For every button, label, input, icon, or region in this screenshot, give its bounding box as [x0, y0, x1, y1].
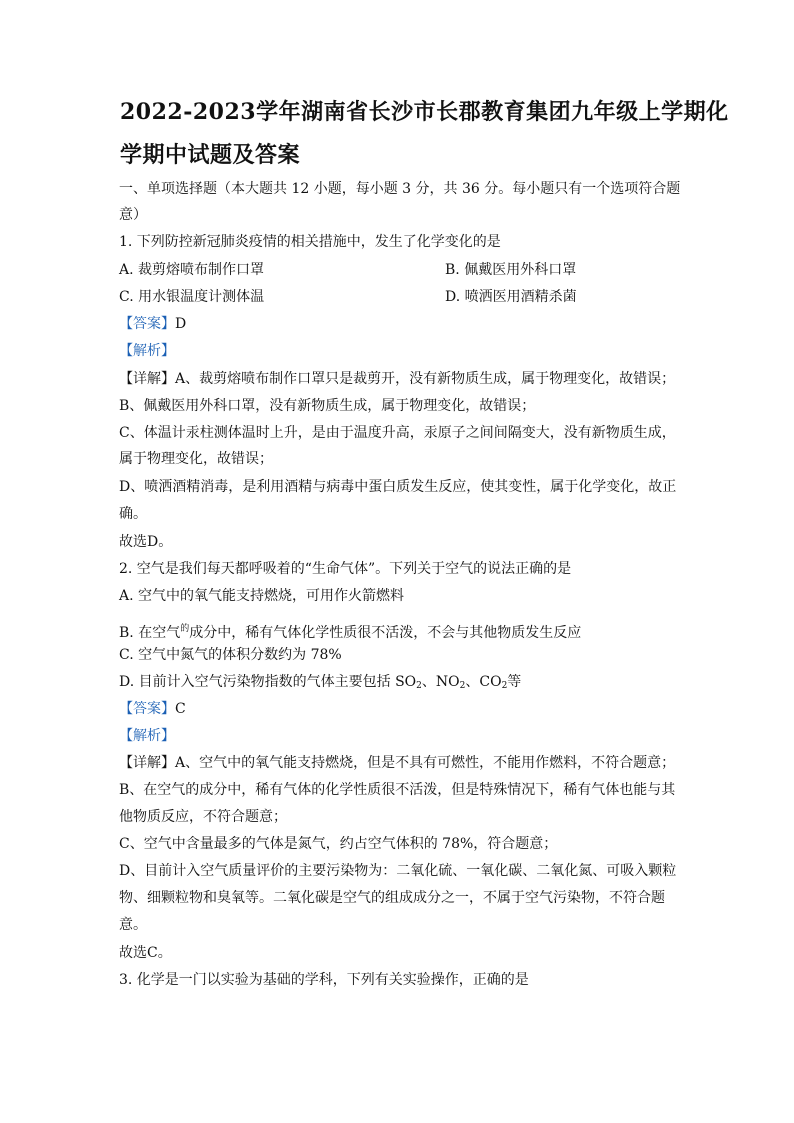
question-1-detail-line-1 [119, 369, 675, 389]
detail-text: A、空气中的氧气能支持燃烧，但是不具有可燃性，不能用作燃料，不符合题意； [175, 755, 676, 771]
detail-tag: 【详解】 [119, 371, 175, 387]
question-1-detail-line-5: D、喷洒酒精消毒，是利用酒精与病毒中蛋白质发生反应，使其变性，属于化学变化，故正 [119, 479, 677, 495]
subscript: 2 [459, 681, 466, 691]
option-d-text-end: 等 [507, 674, 522, 690]
subscript: 2 [501, 681, 508, 691]
question-2-detail-line-1 [119, 753, 675, 773]
detail-tag: 【详解】 [119, 755, 175, 771]
analysis-tag: 【解析】 [119, 728, 175, 744]
answer-value: D [175, 316, 187, 332]
analysis-tag: 【解析】 [119, 343, 175, 359]
question-1-conclusion: 故选D。 [119, 534, 173, 550]
section-heading-line-1: 一、单项选择题（本大题共 12 小题，每小题 3 分，共 36 分。每小题只有一个选项符合题 [119, 181, 681, 197]
question-1-option-c: C. 用水银温度计测体温 [119, 289, 265, 305]
question-1-option-d: D. 喷洒医用酒精杀菌 [445, 289, 577, 305]
question-1-option-b: B. 佩戴医用外科口罩 [445, 262, 577, 278]
document-title-line-1: 2022-2023学年湖南省长沙市长郡教育集团九年级上学期化 [120, 99, 729, 125]
question-1-detail-line-4: 属于物理变化，故错误； [119, 451, 273, 467]
answer-tag: 【答案】 [119, 701, 175, 717]
question-2-detail-line-7: 意。 [119, 917, 147, 933]
subscript: 2 [416, 681, 422, 691]
question-2-answer [119, 699, 186, 719]
document-title-line-2: 学期中试题及答案 [120, 142, 301, 168]
question-1-detail-line-2: B、佩戴医用外科口罩，没有新物质生成，属于物理变化，故错误； [119, 398, 536, 414]
option-b-text-start: B. 在空气 [119, 625, 181, 641]
question-2-detail-line-4: C、空气中含量最多的气体是氮气，约占空气体积的 78%，符合题意； [119, 836, 558, 852]
question-2-option-b [119, 619, 581, 643]
answer-value: C [175, 701, 186, 717]
question-2-stem: 2. 空气是我们每天都呼吸着的“生命气体”。下列关于空气的说法正确的是 [119, 561, 572, 577]
question-2-detail-line-5: D、目前计入空气质量评价的主要污染物为：二氧化硫、一氧化碳、二氧化氮、可吸入颗粒 [119, 863, 677, 879]
detail-text: A、裁剪熔喷布制作口罩只是裁剪开，没有新物质生成，属于物理变化，故错误； [175, 371, 676, 387]
answer-tag: 【答案】 [119, 316, 175, 332]
question-2-conclusion: 故选C。 [119, 945, 172, 961]
question-1-option-a: A. 裁剪熔喷布制作口罩 [119, 262, 265, 278]
option-d-text-start: D. 目前计入空气污染物指数的气体主要包括 SO [119, 674, 417, 690]
option-d-text-mid-1: 、NO [421, 674, 460, 690]
question-2-option-c: C. 空气中氮气的体积分数约为 78% [119, 647, 342, 663]
question-1-detail-line-3: C、体温计汞柱测体温时上升，是由于温度升高，汞原子之间间隔变大，没有新物质生成， [119, 425, 676, 441]
question-2-detail-line-2: B、在空气的成分中，稀有气体的化学性质很不活泼，但是特殊情况下，稀有气体也能与其 [119, 782, 676, 798]
question-2-option-d [119, 672, 521, 696]
question-2-analysis-tag [119, 726, 175, 746]
question-2-detail-line-6: 物、细颗粒物和臭氧等。二氧化碳是空气的组成成分之一，不属于空气污染物，不符合题 [119, 890, 665, 906]
question-1-stem: 1. 下列防控新冠肺炎疫情的相关措施中，发生了化学变化的是 [119, 234, 501, 250]
question-1-answer [119, 314, 186, 334]
option-b-text-end: 成分中，稀有气体化学性质很不活泼，不会与其他物质发生反应 [189, 625, 582, 641]
option-b-raised-char: 的 [180, 624, 190, 634]
question-1-detail-line-6: 确。 [119, 506, 147, 522]
option-d-text-mid-2: 、CO [465, 674, 502, 690]
question-1-analysis-tag [119, 341, 175, 361]
question-2-detail-line-3: 他物质反应，不符合题意； [119, 809, 287, 825]
question-2-option-a: A. 空气中的氧气能支持燃烧，可用作火箭燃料 [119, 588, 405, 604]
section-heading-line-2: 意） [119, 207, 147, 223]
question-3-stem: 3. 化学是一门以实验为基础的学科，下列有关实验操作，正确的是 [119, 972, 529, 988]
